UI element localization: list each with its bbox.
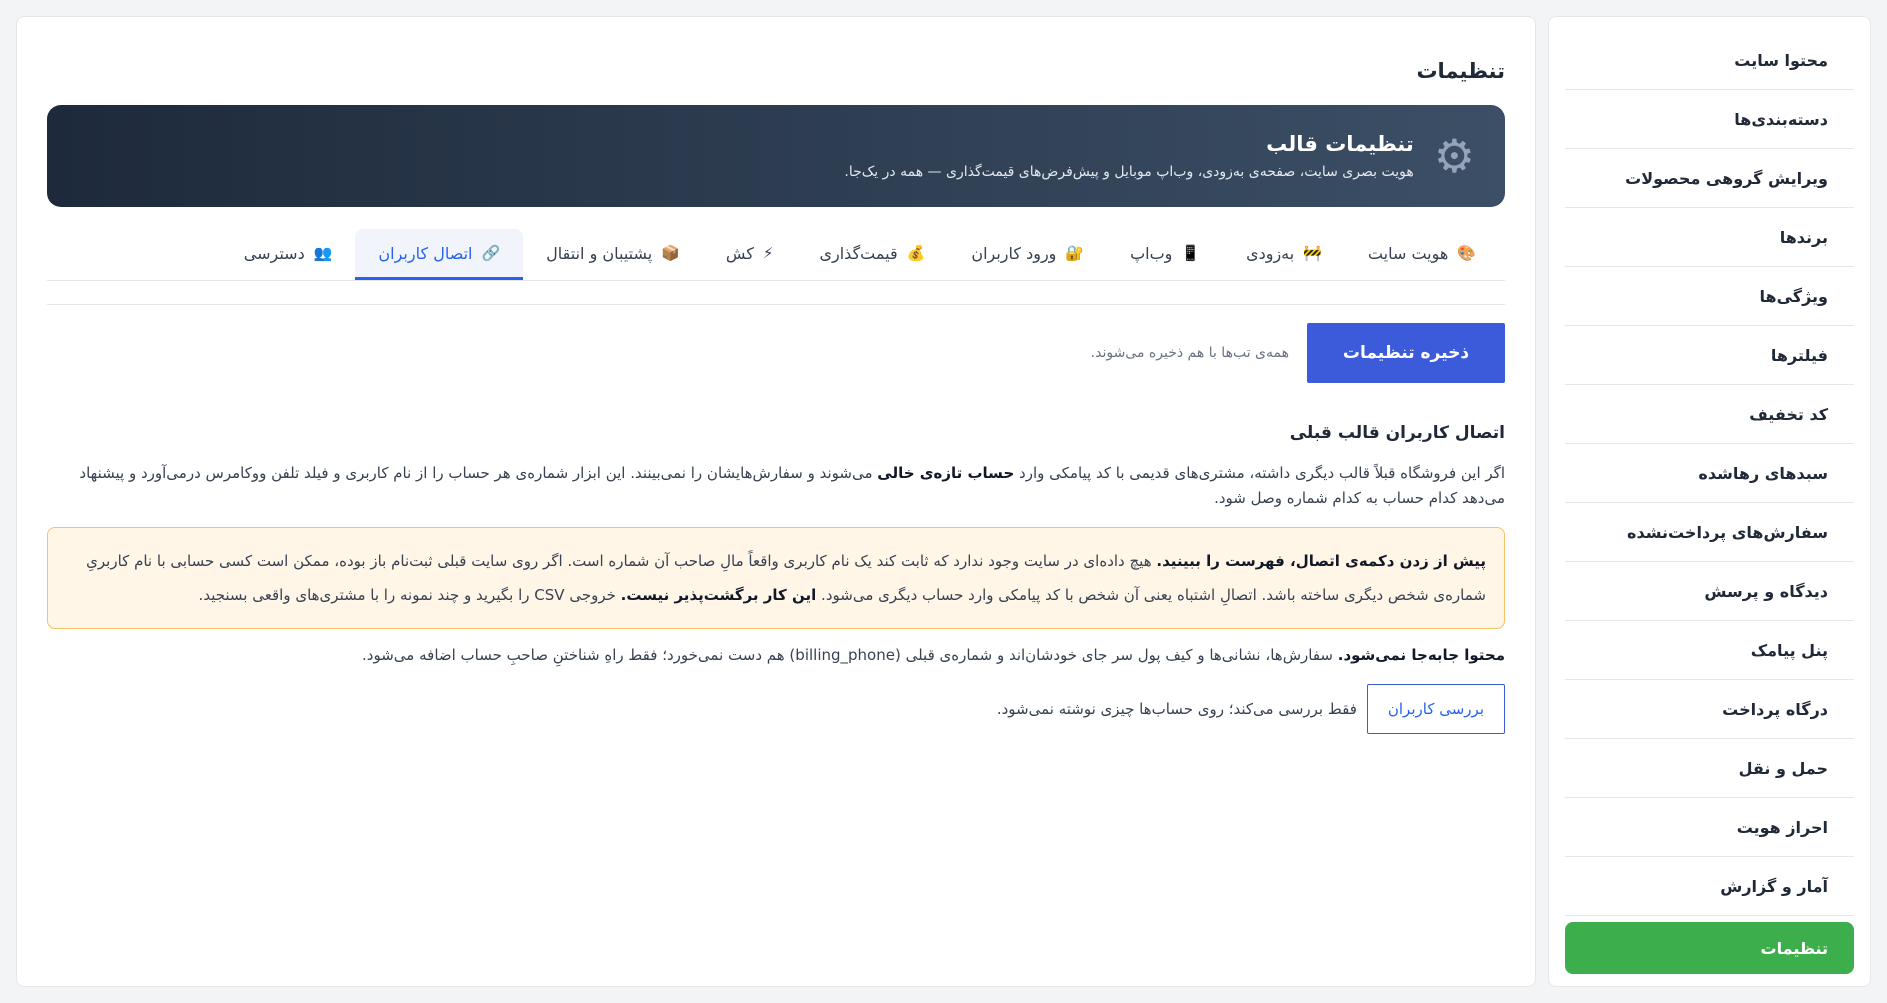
sidebar-item[interactable]: احراز هویت <box>1565 798 1854 857</box>
lightning-icon: ⚡ <box>762 244 774 262</box>
tab[interactable] <box>221 229 356 280</box>
sidebar <box>1548 16 1871 987</box>
sidebar-item[interactable]: حمل و نقل <box>1565 739 1854 798</box>
intro-paragraph <box>47 461 1505 511</box>
tab-label: اتصال کاربران <box>378 243 473 263</box>
warning-bold-1: پیش از زدن دکمه‌ی اتصال، فهرست را ببینید. <box>1156 552 1486 570</box>
tab-label: به‌زودی <box>1246 243 1295 263</box>
tab[interactable] <box>1223 229 1345 280</box>
divider <box>47 304 1505 305</box>
sidebar-item[interactable]: دیدگاه و پرسش <box>1565 562 1854 621</box>
sidebar-item[interactable]: سبدهای رهاشده <box>1565 444 1854 503</box>
tab[interactable] <box>948 229 1107 280</box>
intro-text-2: می‌شوند و سفارش‌هایشان را نمی‌بینند. این ابزار شماره‌ی هر حساب را از نام کاربری و فیلد تلفن ووکامرس درمی‌آورد و پیشنهاد می‌دهد کدام حساب به کدام شماره وصل شود. <box>79 464 1505 507</box>
palette-icon: 🎨 <box>1457 244 1476 262</box>
check-users-button[interactable]: بررسی کاربران <box>1367 684 1505 734</box>
main-panel <box>16 16 1536 987</box>
tab-label: قیمت‌گذاری <box>819 243 898 263</box>
mobile-phone-icon: 📱 <box>1181 244 1201 262</box>
sidebar-item[interactable]: برندها <box>1565 208 1854 267</box>
warning-box <box>47 527 1505 629</box>
check-row <box>47 684 1505 734</box>
package-icon: 📦 <box>661 244 680 262</box>
tab[interactable] <box>1107 229 1223 280</box>
sidebar-item[interactable]: محتوا سایت <box>1565 31 1854 90</box>
sidebar-item[interactable]: دسته‌بندی‌ها <box>1565 90 1854 149</box>
tab[interactable] <box>523 229 703 280</box>
tab[interactable] <box>1345 229 1499 280</box>
lock-key-icon: 🔐 <box>1065 244 1085 262</box>
sidebar-item[interactable]: آمار و گزارش <box>1565 857 1854 916</box>
warning-text-2: خروجی CSV را بگیرید و چند نمونه را با مشتری‌های واقعی بسنجید. <box>198 586 621 604</box>
content-note <box>47 643 1505 668</box>
sidebar-item[interactable]: سفارش‌های پرداخت‌نشده <box>1565 503 1854 562</box>
tab-label: ورود کاربران <box>971 243 1057 263</box>
warning-bold-2: این کار برگشت‌پذیر نیست. <box>620 586 817 604</box>
hero-subtitle: هویت بصری سایت، صفحه‌ی به‌زودی، وب‌اپ موبایل و پیش‌فرض‌های قیمت‌گذاری — همه در یک‌جا. <box>844 164 1414 180</box>
sidebar-item[interactable]: ویرایش گروهی محصولات <box>1565 149 1854 208</box>
tab[interactable] <box>355 229 523 280</box>
construction-icon: 🚧 <box>1303 244 1322 262</box>
save-button[interactable]: ذخیره تنظیمات <box>1307 323 1505 383</box>
gear-icon: ⚙ <box>1433 129 1475 183</box>
sidebar-item[interactable]: ویژگی‌ها <box>1565 267 1854 326</box>
note-bold: محتوا جابه‌جا نمی‌شود. <box>1337 646 1505 664</box>
hero-title: تنظیمات قالب <box>1266 132 1414 156</box>
settings-tabs <box>47 229 1505 281</box>
tab-label: کش <box>725 243 754 263</box>
check-hint: فقط بررسی می‌کند؛ روی حساب‌ها چیزی نوشته نمی‌شود. <box>996 700 1357 718</box>
hero-banner <box>47 105 1505 207</box>
save-row <box>47 323 1505 383</box>
sidebar-item[interactable]: کد تخفیف <box>1565 385 1854 444</box>
tab-label: وب‌اپ <box>1130 243 1173 263</box>
sidebar-item[interactable]: پنل پیامک <box>1565 621 1854 680</box>
page-title: تنظیمات <box>1416 59 1505 83</box>
intro-text-1: اگر این فروشگاه قبلاً قالب دیگری داشته، مشتری‌های قدیمی با کد پیامکی وارد <box>1014 464 1505 482</box>
section-title: اتصال کاربران قالب قبلی <box>1289 423 1505 443</box>
note-text: سفارش‌ها، نشانی‌ها و کیف پول سر جای خودشان‌اند و شماره‌ی قبلی (billing_phone) هم دست نمی‌خورد؛ فقط راهِ شناختنِ صاحبِ حساب اضافه می‌شود. <box>362 646 1338 664</box>
hero-text <box>844 132 1413 180</box>
tab-label: دسترسی <box>243 243 305 263</box>
tab-label: هویت سایت <box>1367 243 1449 263</box>
link-icon: 🔗 <box>481 244 501 262</box>
sidebar-menu <box>1565 31 1854 916</box>
tab[interactable] <box>796 229 948 280</box>
warning-text-1: هیچ داده‌ای در سایت وجود ندارد که ثابت کند یک نام کاربری واقعاً مالِ صاحب آن شماره است. اگر روی سایت قبلی ثبت‌نام باز بوده، ممکن است کسی حسابی با نام کاربریِ شماره‌ی شخص دیگری ساخته باشد. اتصالِ اشتباه یعنی آن شخص با کد پیامکی وارد حساب دیگری می‌شود. <box>86 552 1486 604</box>
tab-label: پشتیبان و انتقال <box>546 243 653 263</box>
sidebar-item[interactable]: فیلترها <box>1565 326 1854 385</box>
intro-bold: حساب تازه‌ی خالی <box>877 464 1015 482</box>
save-hint: همه‌ی تب‌ها با هم ذخیره می‌شوند. <box>1090 345 1289 361</box>
tab[interactable] <box>703 229 797 280</box>
sidebar-item-settings[interactable]: تنظیمات <box>1565 922 1854 974</box>
users-icon: 👥 <box>313 244 333 262</box>
sidebar-item[interactable]: درگاه پرداخت <box>1565 680 1854 739</box>
money-bag-icon: 💰 <box>906 244 926 262</box>
